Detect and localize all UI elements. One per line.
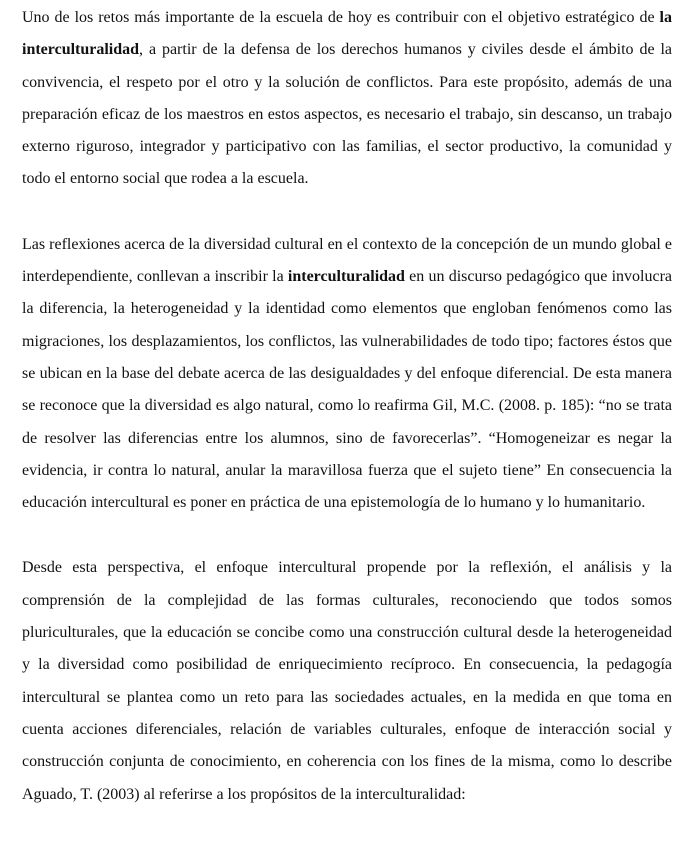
document-body	[22, 2, 672, 811]
paragraph-2-text-2: en un discurso pedagógico que involucra la diferencia, la heterogeneidad y la identidad como elementos que engloban fenómenos como las migraciones, los desplazamientos, los conflictos, las vulnerabilidades de todo tipo; factores éstos que se ubican en la base del debate acerca de las desigualdades y del enfoque diferencial. De esta manera se reconoce que la diversidad es algo natural, como lo reafirma Gil, M.C. (2008. p. 185): “no se trata de resolver las diferencias entre los alumnos, sino de favorecerlas”. “Homogeneizar es negar la evidencia, ir contra lo natural, anular la maravillosa fuerza que el sujeto tiene” En consecuencia la educación intercultural es poner en práctica de una epistemología de lo humano y lo humanitario.	[22, 268, 673, 512]
paragraph-2	[22, 229, 672, 520]
paragraph-spacer	[22, 196, 672, 229]
paragraph-3-text-1: Desde esta perspectiva, el enfoque intercultural propende por la reflexión, el análisis y la comprensión de la complejidad de las formas culturales, reconociendo que todos somos pluriculturales, que la educación se concibe como una construcción cultural desde la heterogeneidad y la diversidad como posibilidad de enriquecimiento recíproco. En consecuencia, la pedagogía intercultural se plantea como un reto para las sociedades actuales, en la medida en que toma en cuenta acciones diferenciales, relación de variables culturales, enfoque de interacción social y construcción conjunta de conocimiento, en coherencia con los fines de la misma, como lo describe Aguado, T. (2003) al referirse a los propósitos de la interculturalidad:	[22, 559, 672, 803]
paragraph-1-bold-term: la interculturalidad	[22, 9, 672, 59]
paragraph-1	[22, 2, 672, 196]
paragraph-3	[22, 552, 672, 810]
paragraph-2-bold-term: interculturalidad	[287, 268, 405, 286]
paragraph-1-text-1: Uno de los retos más importante de la escuela de hoy es contribuir con el objetivo estratégico de	[22, 9, 660, 26]
paragraph-1-text-2: , a partir de la defensa de los derechos humanos y civiles desde el ámbito de la convivencia, el respeto por el otro y la solución de conflictos. Para este propósito, además de una preparación eficaz de los maestros en estos aspectos, es necesario el trabajo, sin descanso, un trabajo externo riguroso, integrador y participativo con las familias, el sector productivo, la comunidad y todo el entorno social que rodea a la escuela.	[22, 41, 672, 188]
paragraph-spacer	[22, 519, 672, 552]
paragraph-2-text-1: Las reflexiones acerca de la diversidad cultural en el contexto de la concepción de un mundo global e interdependiente, conllevan a inscribir la	[22, 235, 672, 286]
